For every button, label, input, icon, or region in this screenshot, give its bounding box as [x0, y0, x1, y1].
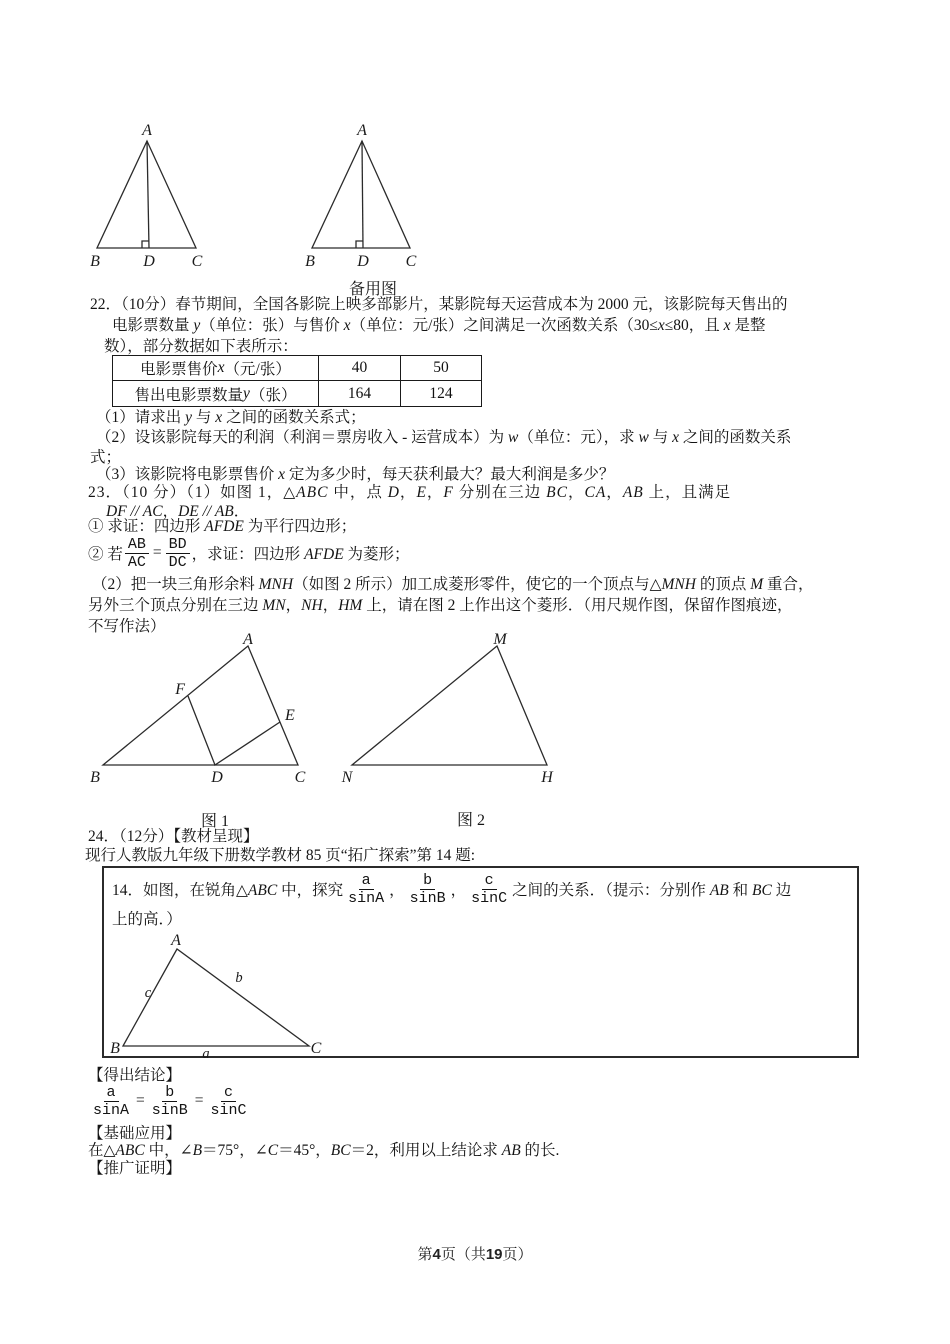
fraction-bd-dc: [166, 536, 190, 571]
table-cell: 40: [319, 356, 401, 381]
page-footer: 第4页（共19页）: [417, 1246, 533, 1263]
q24-textbook-box: [102, 866, 859, 1058]
fig1-label-b: B: [90, 769, 100, 786]
fraction-denominator: AC: [127, 553, 146, 571]
fraction-numerator: c: [482, 872, 497, 890]
spare-2-label-b: B: [305, 253, 315, 270]
q23-part-2-line-1: （2）把一块三角形余料 MNH（如图 2 所示）加工成菱形零件，使它的一个顶点与△MNH 的顶点 M 重合，: [92, 576, 814, 593]
box-label-a-vertex: A: [171, 932, 181, 949]
fraction-denominator: sinB: [151, 1101, 188, 1119]
table-cell: 50: [401, 356, 481, 381]
fig2-label-m: M: [493, 631, 507, 648]
spare-1-label-b: B: [90, 253, 100, 270]
fraction-c-sinc: [208, 1084, 250, 1119]
table-cell: 164: [319, 381, 401, 406]
fraction-denominator: sinC: [210, 1101, 247, 1119]
spare-triangle-2-right-angle-mark: [356, 241, 363, 248]
fraction-denominator: sinB: [409, 889, 446, 907]
fig1-label-d: D: [211, 769, 223, 786]
q23-item-2: [88, 535, 410, 571]
q24-sine-rule-equation: [88, 1082, 252, 1120]
equals-sign: =: [136, 1092, 145, 1109]
fraction-numerator: a: [359, 872, 374, 890]
spare-2-label-d: D: [357, 253, 369, 270]
box-line-1-suffix: 之间的关系．（提示：分别作 AB 和 BC 边: [512, 882, 792, 899]
fig1-label-c: C: [294, 769, 306, 786]
fig1-caption: 图 1: [200, 813, 229, 830]
box-label-side-a: a: [202, 1046, 210, 1060]
box-label-side-b: b: [235, 970, 243, 986]
q24-conclusion-title: 【得出结论】: [88, 1067, 182, 1084]
q23-figures: [85, 630, 565, 790]
box-line-1-prefix: 14．如图，在锐角△ABC 中，探究: [112, 882, 344, 899]
q24-line-1: 24．（12分）【教材呈现】: [88, 828, 259, 845]
fraction-denominator: sinA: [348, 889, 385, 907]
spare-triangle-1-altitude: [147, 141, 149, 248]
box-line-2: 上的高．）: [112, 911, 182, 928]
spare-triangle-2-altitude: [362, 141, 363, 248]
spare-figures: [80, 113, 430, 273]
q22-line-1: 22．（10分）春节期间，全国各影院上映多部影片，某影院每天运营成本为 2000 元，该影院每天售出的: [90, 296, 788, 313]
q22-line-2: 电影票数量 y（单位：张）与售价 x（单位：元/张）之间满足一次函数关系（30≤x≤80，且 x 是整: [112, 317, 766, 334]
q24-basic-title: 【基础应用】: [88, 1125, 182, 1142]
q24-extension-title: 【推广证明】: [88, 1160, 182, 1177]
fraction-numerator: b: [420, 872, 435, 890]
fig1-segment-fd-de: [188, 696, 280, 765]
spare-1-label-c: C: [191, 253, 203, 270]
separator-comma: ，: [450, 882, 467, 899]
q23-line-1: 23．（10 分）（1）如图 1，△ABC 中，点 D，E，F 分别在三边 BC，CA，AB 上，且满足: [88, 484, 732, 501]
q22-data-table: [112, 355, 482, 407]
q23-part-2-line-2: 另外三个顶点分别在三边 MN，NH，HM 上，请在图 2 上作出这个菱形．（用尺规作图，保留作图痕迹，: [88, 597, 793, 614]
q23-item-2-suffix: ，求证：四边形 AFDE 为菱形；: [191, 546, 410, 563]
spare-triangle-1-right-angle-mark: [142, 241, 149, 248]
fig2-label-n: N: [341, 769, 353, 786]
fraction-numerator: BD: [166, 536, 190, 554]
fraction-numerator: b: [162, 1084, 177, 1102]
fig1-label-a: A: [243, 631, 253, 648]
q22-line-3: 数），部分数据如下表所示：: [104, 338, 298, 355]
separator-comma: ，: [389, 882, 405, 899]
spare-triangle-1-outline: [97, 141, 196, 248]
spare-1-label-a: A: [142, 122, 152, 139]
box-triangle-figure: [104, 868, 444, 1060]
fig1-label-e: E: [285, 707, 295, 724]
table-row-header: 售出电影票数量 y （张）: [113, 381, 319, 406]
spare-1-label-d: D: [143, 253, 155, 270]
spare-triangle-2-outline: [312, 141, 410, 248]
box-label-b-vertex: B: [110, 1040, 120, 1057]
q23-item-2-prefix: ② 若: [88, 546, 123, 563]
q23-part-2-line-3: 不写作法）: [88, 618, 166, 635]
box-label-c-vertex: C: [310, 1040, 322, 1057]
fig1-triangle-abc-outline: [103, 646, 298, 765]
q22-item-2: （2）设该影院每天的利润（利润＝票房收入 - 运营成本）为 w（单位：元），求 w 与 x 之间的函数关系: [96, 429, 792, 446]
table-cell: 124: [429, 384, 453, 402]
box-label-side-c: c: [144, 985, 152, 1001]
spare-2-label-c: C: [405, 253, 417, 270]
fig2-caption: 图 2: [456, 812, 485, 829]
fraction-numerator: c: [221, 1084, 236, 1102]
fraction-denominator: DC: [168, 553, 187, 571]
equals-sign: =: [152, 544, 162, 561]
q22-item-3: （3）该影院将电影票售价 x 定为多少时，每天获利最大？最大利润是多少？: [96, 466, 615, 483]
fraction-b-sinb: [149, 1084, 191, 1119]
q24-line-2: 现行人教版九年级下册数学教材 85 页“拓广探索”第 14 题:: [85, 847, 476, 864]
fig2-triangle-mnh-outline: [352, 646, 547, 765]
fig1-label-f: F: [175, 681, 185, 698]
fraction-numerator: a: [104, 1084, 119, 1102]
q23-line-2: DF // AC，DE // AB．: [106, 503, 250, 520]
equals-sign: =: [194, 1092, 204, 1109]
spare-figure-caption: 备用图: [348, 281, 397, 298]
fraction-c-sinc: [468, 872, 510, 907]
q23-item-1: ① 求证：四边形 AFDE 为平行四边形；: [88, 518, 357, 535]
fig2-label-h: H: [541, 769, 553, 786]
q22-item-2-cont: 式；: [90, 449, 122, 466]
fraction-a-sina: [90, 1084, 132, 1119]
fraction-ab-ac: [125, 536, 149, 571]
q22-item-1: （1）请求出 y 与 x 之间的函数关系式；: [96, 409, 366, 426]
fraction-numerator: AB: [125, 536, 149, 554]
table-row-header: 电影票售价 x （元/张）: [113, 356, 319, 381]
spare-2-label-a: A: [357, 122, 367, 139]
fraction-denominator: sinC: [471, 889, 508, 907]
q24-basic-line: 在△ABC 中，∠B＝75°，∠C＝45°，BC＝2，利用以上结论求 AB 的长.: [88, 1142, 560, 1159]
fraction-denominator: sinA: [93, 1101, 130, 1119]
